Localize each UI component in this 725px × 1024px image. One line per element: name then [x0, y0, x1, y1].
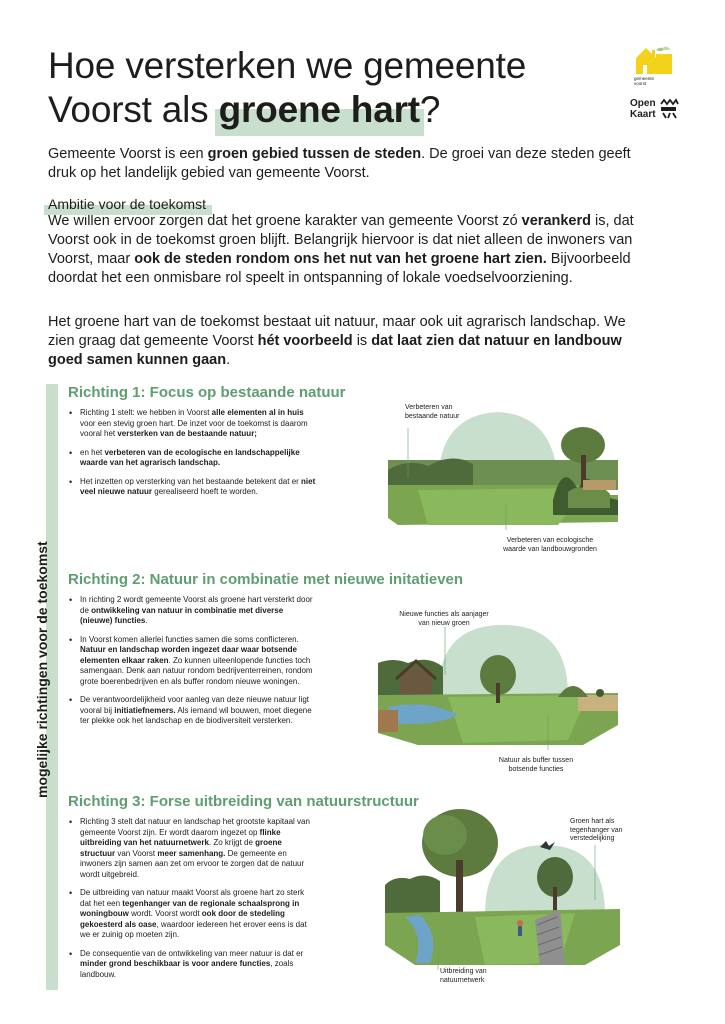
list-item [68, 595, 316, 627]
gemeente-voorst-wordmark [634, 76, 654, 86]
list-item [68, 888, 316, 941]
richting-2-illustration [378, 615, 618, 750]
text: , waardoor iedereen het erover eens is dat we er zuinig op moeten zijn. [80, 919, 307, 939]
text: voor een stevig groen hart. De inzet voor de toekomst is daarom vooral het [80, 418, 308, 438]
text: In richting 2 wordt gemeente Voorst als groene hart versterkt door de [80, 595, 313, 615]
page-title [48, 44, 608, 132]
title-line-2-prefix: Voorst als [48, 89, 219, 130]
text: De verantwoordelijkheid voor aanleg van deze nieuwe natuur ligt vooral bij [80, 695, 310, 715]
list-item [68, 949, 316, 981]
list-item [68, 408, 316, 440]
open-kaart-word-2: Kaart [630, 109, 656, 120]
richting-1-caption-bottom: Verbeteren van ecologische waarde van landbouwgronden [503, 537, 597, 553]
text: en het [80, 447, 105, 457]
text: Bijvoorbeeld doordat het een onmisbare rol speelt in ontspanning of lokale voedselvoorziening. [48, 251, 631, 286]
text: Richting 3 stelt dat natuur en landschap het grootste kapitaal van gemeente Voorst zijn. Er wordt daarom ingezet op [80, 817, 310, 837]
bold-text: flinke uitbreiding van het natuurnetwerk [80, 827, 281, 847]
logo-block [626, 42, 686, 126]
bold-text: alle elementen al in huis [211, 408, 304, 417]
bold-text: meer samenhang. [157, 848, 226, 858]
text: . Zo krijgt de [208, 838, 256, 847]
open-kaart-icon [658, 98, 680, 120]
richting-1-heading: Richting 1: Focus op bestaande natuur [68, 384, 346, 401]
text: Het groene hart van de toekomst bestaat uit natuur, maar ook uit agrarisch landschap. We zien graag dat gemeente Voorst [48, 314, 626, 349]
title-highlight: groene hart [218, 89, 420, 130]
open-kaart-word-1: Open [630, 98, 656, 109]
title-line-1: Hoe versterken we gemeente [48, 45, 527, 86]
text: In Voorst komen allerlei functies samen die soms conflicteren. [80, 634, 299, 644]
ambitie-heading: Ambitie voor de toekomst [48, 196, 206, 212]
bold-text: versterken van de bestaande natuur; [117, 429, 257, 438]
list-item [68, 635, 316, 688]
richting-2-list [68, 595, 316, 735]
list-item [68, 448, 316, 469]
bold-text: groene structuur [80, 838, 282, 858]
text: wordt. Voorst wordt [128, 909, 202, 918]
text: is [352, 333, 372, 349]
text: , zoals landbouw. [80, 959, 294, 979]
richting-3-caption-top: Groen hart als tegenhanger van verstedelijking [570, 818, 623, 842]
bold-text: tegenhanger van de regionale schaalsprong in woningbouw [80, 898, 300, 918]
bold-text: hét voorbeeld [257, 333, 353, 349]
text: De gemeente en inwoners zijn samen aan zet om ervoor te zorgen dat de natuur wordt uitgebreid. [80, 848, 305, 879]
list-item [68, 477, 316, 498]
text: . Zo kunnen uiteenlopende functies toch samengaan. Denk aan natuur rondom bedrijventerreinen, rondom grote boerenbedrijven en als buffer rondom nieuwe woningen. [80, 655, 313, 686]
bold-text: ook de steden rondom ons het nut van het groene hart zien. [134, 251, 547, 267]
bold-text: groen gebied tussen de steden [207, 146, 422, 162]
richting-2-heading: Richting 2: Natuur in combinatie met nieuwe initatieven [68, 571, 464, 588]
bold-text: Natuur en landschap worden ingezet daar waar botsende elementen elkaar raken [80, 645, 297, 665]
text: . [226, 352, 231, 368]
logo-line-2: voorst [634, 81, 647, 86]
richting-1-list [68, 408, 316, 506]
text: Gemeente Voorst is een [48, 146, 208, 162]
title-line-2-suffix: ? [419, 89, 441, 130]
bold-text: initiatiefnemers. [114, 705, 176, 715]
side-label: mogelijke richtingen voor de toekomst [34, 541, 50, 798]
richting-3-list [68, 817, 316, 988]
text: Als iemand wil bouwen, moet diegene ter plekke ook het landschap en de biodiversiteit versterken. [80, 705, 312, 725]
richting-2-caption-bottom: Natuur als buffer tussen botsende functies [498, 757, 574, 773]
richting-3-caption-bottom: Uitbreiding van natuurnetwerk [440, 968, 487, 984]
text: is, dat Voorst ook in de toekomst groen blijft. Belangrijk hiervoor is dat niet alleen de inwoners van Voorst, maar [48, 213, 634, 267]
ambitie-paragraph [48, 212, 648, 288]
text: Richting 1 stelt: we hebben in Voorst [80, 408, 212, 417]
logo-line-1: gemeente [634, 76, 655, 81]
text: . [145, 616, 148, 625]
richting-1-caption-top: Verbeteren van bestaande natuur [405, 404, 460, 420]
text: Het inzetten op versterking van het bestaande betekent dat er [80, 476, 302, 486]
text: van Voorst [115, 848, 158, 858]
richting-3-heading: Richting 3: Forse uitbreiding van natuurstructuur [68, 793, 419, 810]
list-item [68, 695, 316, 727]
bold-text: verbeteren van de ecologische en landschappelijke waarde van het agrarisch landschap. [80, 447, 300, 467]
groene-hart-paragraph [48, 313, 648, 370]
bold-text: ook door de stedeling gekoesterd als oase [80, 909, 285, 929]
bold-text: ontwikkeling van natuur in combinatie met diverse (nieuwe) functies [80, 605, 284, 625]
intro-paragraph [48, 145, 648, 183]
bold-text: minder grond beschikbaar is voor andere functies [80, 959, 271, 968]
text: De consequentie van de ontwikkeling van meer natuur is dat er [80, 948, 304, 958]
bold-text: dat laat zien dat natuur en landbouw goed samen kunnen gaan [48, 333, 622, 368]
text: We willen ervoor zorgen dat het groene karakter van gemeente Voorst zó [48, 213, 522, 229]
bold-text: niet veel nieuwe natuur [80, 476, 316, 496]
richting-2-caption-top: Nieuwe functies als aanjager van nieuw groen [399, 611, 489, 627]
text: De uitbreiding van natuur maakt Voorst als groene hart zo sterk dat het een [80, 888, 305, 908]
list-item [68, 817, 316, 880]
text: gerealiseerd hoeft te worden. [152, 487, 258, 496]
text: . De groei van deze steden geeft druk op het landelijk gebied van gemeente Voorst. [48, 146, 631, 181]
bold-text: verankerd [521, 213, 591, 229]
